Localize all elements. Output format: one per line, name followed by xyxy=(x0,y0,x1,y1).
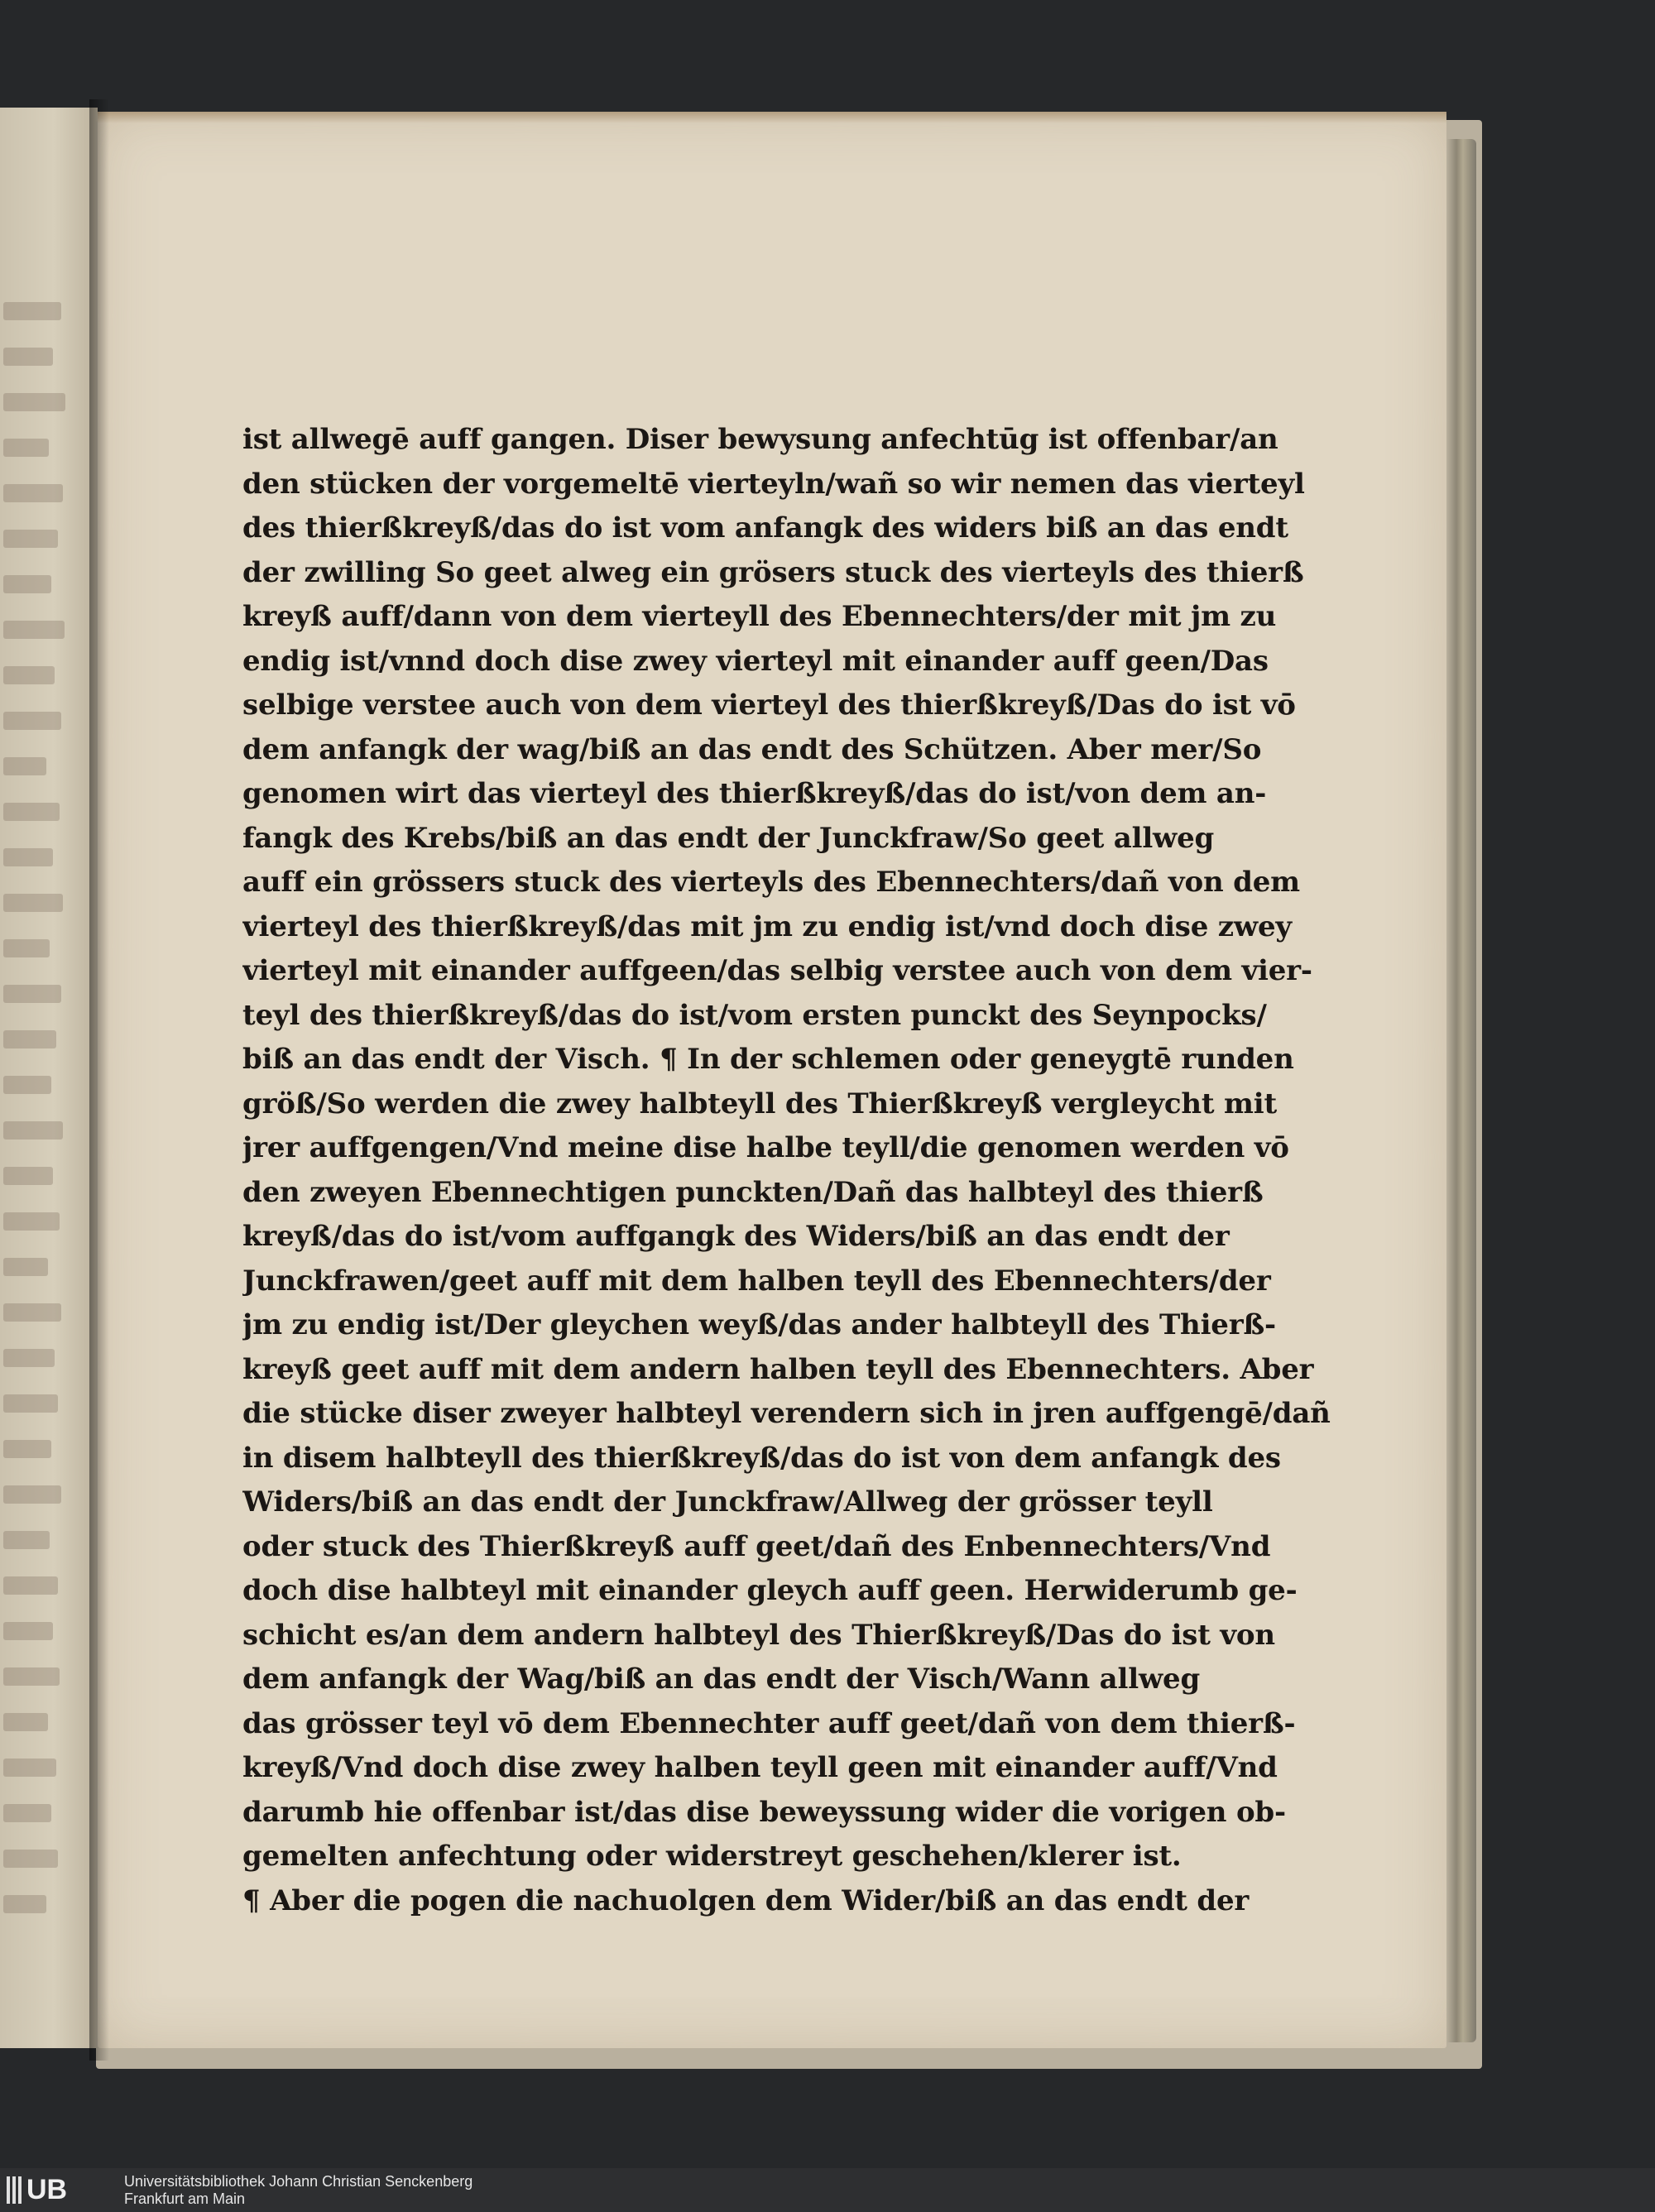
text-line: auff ein grössers stuck des vierteyls des Ebennechters/dañ von dem xyxy=(242,866,1300,899)
text-line: vierteyl des thierßkreyß/das mit jm zu endig ist/vnd doch dise zwey xyxy=(242,909,1292,943)
page-fore-edge xyxy=(1443,139,1476,2042)
text-line: größ/So werden die zwey halbteyll des Thierßkreyß vergleycht mit xyxy=(242,1087,1277,1120)
text-line: fangk des Krebs/biß an das endt der Junckfraw/So geet allweg xyxy=(242,821,1215,855)
ub-logo-text: UB xyxy=(26,2174,68,2205)
text-line: kreyß/das do ist/vom auffgangk des Widers/biß an das endt der xyxy=(242,1220,1230,1253)
ub-logo-icon xyxy=(7,2176,22,2204)
text-line: schicht es/an dem andern halbteyl des Thierßkreyß/Das do ist von xyxy=(242,1618,1275,1652)
text-line: ¶ Aber die pogen die nachuolgen dem Wider/biß an das endt der xyxy=(242,1883,1250,1917)
text-line: das grösser teyl vō dem Ebennechter auff geet/dañ von dem thierß- xyxy=(242,1706,1296,1740)
text-line: des thierßkreyß/das do ist vom anfangk des widers biß an das endt xyxy=(242,511,1288,545)
text-line: genomen wirt das vierteyl des thierßkreyß/das do ist/von dem an- xyxy=(242,777,1267,810)
previous-page-edge xyxy=(0,108,98,2048)
text-line: der zwilling So geet alweg ein grösers stuck des vierteyls des thierß xyxy=(242,555,1304,589)
gutter-shadow xyxy=(89,99,109,2061)
institution-name xyxy=(124,2173,473,2208)
text-line: vierteyl mit einander auffgeen/das selbig verstee auch von dem vier- xyxy=(242,954,1312,987)
text-line: endig ist/vnnd doch dise zwey vierteyl mit einander auff geen/Das xyxy=(242,644,1269,678)
text-line: darumb hie offenbar ist/das dise beweyssung wider die vorigen ob- xyxy=(242,1795,1286,1829)
text-line: kreyß auff/dann von dem vierteyll des Ebennechters/der mit jm zu xyxy=(242,600,1277,633)
body-text xyxy=(242,418,1335,1923)
text-line: ist allwegē auff gangen. Diser bewysung anfechtūg ist offenbar/an xyxy=(242,423,1278,456)
institution-line-1: Universitätsbibliothek Johann Christian Senckenberg xyxy=(124,2173,473,2190)
text-line: teyl des thierßkreyß/das do ist/vom ersten punckt des Seynpocks/ xyxy=(242,998,1267,1032)
show-through-text xyxy=(0,108,98,2048)
text-line: kreyß geet auff mit dem andern halben teyll des Ebennechters. Aber xyxy=(242,1352,1314,1386)
text-line: in disem halbteyll des thierßkreyß/das do ist von dem anfangk des xyxy=(242,1441,1281,1475)
text-line: Junckfrawen/geet auff mit dem halben teyll des Ebennechters/der xyxy=(242,1264,1271,1298)
text-line: jm zu endig ist/Der gleychen weyß/das ander halbteyll des Thierß- xyxy=(242,1308,1276,1341)
ub-logo xyxy=(7,2175,89,2205)
institution-line-2: Frankfurt am Main xyxy=(124,2190,246,2207)
text-line: dem anfangk der Wag/biß an das endt der Visch/Wann allweg xyxy=(242,1663,1201,1696)
text-line: kreyß/Vnd doch dise zwey halben teyll geen mit einander auff/Vnd xyxy=(242,1751,1278,1784)
footer-bar xyxy=(0,2168,1655,2212)
book-page xyxy=(98,112,1446,2048)
text-line: Widers/biß an das endt der Junckfraw/Allweg der grösser teyll xyxy=(242,1485,1213,1519)
text-line: doch dise halbteyl mit einander gleych auff geen. Herwiderumb ge- xyxy=(242,1574,1298,1607)
text-line: die stücke diser zweyer halbteyl verendern sich in jren auffgengē/dañ xyxy=(242,1397,1331,1430)
text-line: selbige verstee auch von dem vierteyl des thierßkreyß/Das do ist vō xyxy=(242,689,1296,722)
text-line: den stücken der vorgemeltē vierteyln/wañ so wir nemen das vierteyl xyxy=(242,467,1305,501)
text-line: den zweyen Ebennechtigen punckten/Dañ das halbteyl des thierß xyxy=(242,1175,1264,1209)
text-line: jrer auffgengen/Vnd meine dise halbe teyll/die genomen werden vō xyxy=(242,1131,1289,1164)
text-line: gemelten anfechtung oder widerstreyt geschehen/klerer ist. xyxy=(242,1840,1182,1873)
text-line: biß an das endt der Visch. ¶ In der schlemen oder geneygtē runden xyxy=(242,1043,1294,1076)
text-line: dem anfangk der wag/biß an das endt des Schützen. Aber mer/So xyxy=(242,732,1262,766)
text-line: oder stuck des Thierßkreyß auff geet/dañ des Enbennechters/Vnd xyxy=(242,1529,1271,1563)
